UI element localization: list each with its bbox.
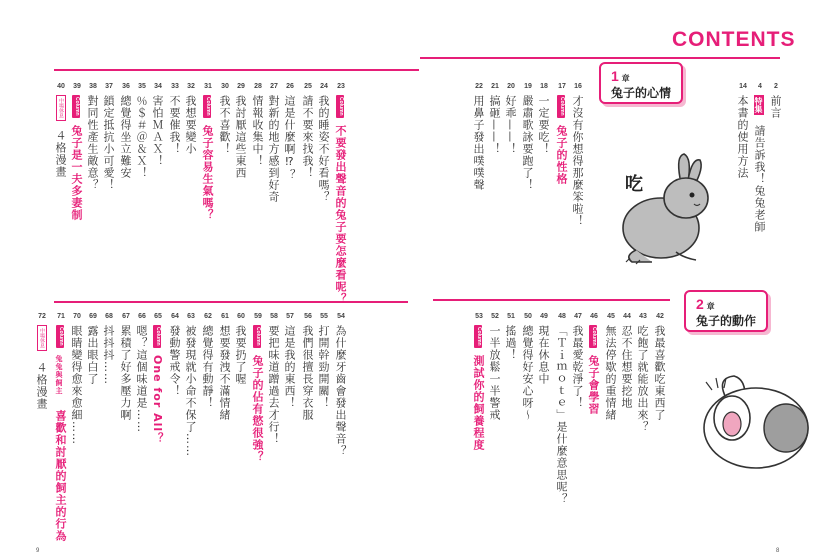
- toc-num: 68: [105, 313, 113, 320]
- toc-num: 38: [89, 83, 97, 90]
- toc-entry[interactable]: 不要發出聲音的兔子要怎麼看呢？: [334, 125, 347, 305]
- toc-num: 32: [187, 83, 195, 90]
- toc-entry[interactable]: 露出眼白了: [86, 325, 99, 385]
- toc-entry[interactable]: 「Ｔｉｍｏｔｅ」是什麼意思呢？: [555, 325, 568, 505]
- toc-num: 2: [774, 83, 778, 90]
- toc-num: 66: [138, 313, 146, 320]
- header-rule-mid-left: [54, 301, 408, 303]
- toc-num: 43: [639, 313, 647, 320]
- toc-entry[interactable]: 喜歡和討厭的飼主的行為: [54, 410, 67, 542]
- toc-entry[interactable]: 現在休息中: [537, 325, 550, 385]
- toc-entry[interactable]: One for All？: [151, 355, 164, 445]
- toc-entry[interactable]: 搞砸——！: [488, 95, 501, 155]
- toc-num: 51: [507, 313, 515, 320]
- toc-entry[interactable]: 我想要變小: [184, 95, 197, 155]
- toc-num: 48: [558, 313, 566, 320]
- toc-entry[interactable]: 一半放鬆一半警戒: [488, 325, 501, 421]
- toc-entry[interactable]: 吃飽了就能放出來？: [636, 325, 649, 433]
- toc-num: 52: [491, 313, 499, 320]
- toc-entry[interactable]: ％＄＃＠＆Ｘ！: [135, 95, 148, 179]
- toc-entry[interactable]: 嚴肅歌詠要跑了！: [521, 95, 534, 191]
- toc-entry[interactable]: 請告訴我！兔兔老師: [753, 125, 766, 233]
- toc-entry[interactable]: 打開幹勁開關！: [317, 325, 330, 409]
- toc-entry[interactable]: 一定要吃！: [537, 95, 550, 155]
- toc-entry[interactable]: ４格漫畫: [35, 362, 48, 410]
- toc-entry[interactable]: 發動警戒令！: [168, 325, 181, 397]
- toc-entry[interactable]: 無法停歇的重情緒: [604, 325, 617, 421]
- special-badge: 中場休息: [56, 95, 66, 121]
- toc-num: 14: [739, 83, 747, 90]
- rabbit-yawning-illustration: [686, 368, 813, 478]
- toc-num: 29: [237, 83, 245, 90]
- page-number-left: 9: [36, 548, 40, 554]
- toc-num: 22: [475, 83, 483, 90]
- toc-entry[interactable]: 這是什麼啊⁉？: [283, 95, 296, 181]
- toc-num: 25: [304, 83, 312, 90]
- toc-entry[interactable]: 我們很擅長穿衣服: [301, 325, 314, 421]
- toc-entry[interactable]: 前言: [769, 95, 782, 119]
- column-badge: Column: [155, 327, 161, 346]
- toc-num: 47: [574, 313, 582, 320]
- contents-title: CONTENTS: [672, 28, 796, 51]
- toc-num: 60: [237, 313, 245, 320]
- chapter-1-label: 章: [621, 74, 630, 83]
- toc-entry[interactable]: 搖過！: [504, 325, 517, 361]
- toc-num: 23: [337, 83, 345, 90]
- toc-num: 24: [320, 83, 328, 90]
- toc-entry[interactable]: 總覺得好安心呀～: [521, 325, 534, 421]
- toc-entry[interactable]: 嗯？這個味道是……: [135, 325, 148, 433]
- toc-num: 46: [590, 313, 598, 320]
- toc-num: 45: [607, 313, 615, 320]
- toc-entry[interactable]: 測試你的飼養程度: [472, 355, 485, 451]
- toc-entry[interactable]: 累積了好多壓力啊: [119, 325, 132, 421]
- toc-entry[interactable]: 我最喜歡吃東西了: [653, 325, 666, 421]
- toc-num: 26: [286, 83, 294, 90]
- toc-entry[interactable]: 用鼻子發出噗噗聲: [472, 95, 485, 191]
- toc-num: 19: [524, 83, 532, 90]
- toc-num: 37: [105, 83, 113, 90]
- toc-entry[interactable]: 兔子的佔有慾很強？: [251, 355, 264, 463]
- toc-entry[interactable]: 情報收集中！: [251, 95, 264, 167]
- toc-num: 17: [558, 83, 566, 90]
- toc-num: 67: [122, 313, 130, 320]
- toc-num: 39: [73, 83, 81, 90]
- toc-num: 21: [491, 83, 499, 90]
- toc-entry[interactable]: 我討厭這些東西: [234, 95, 247, 179]
- toc-entry[interactable]: 不要催我！: [168, 95, 181, 155]
- chapter-1-number: 1: [611, 68, 619, 84]
- toc-entry[interactable]: 對同性產生敵意？: [86, 95, 99, 191]
- toc-num: 69: [89, 313, 97, 320]
- toc-entry[interactable]: 這是我的東西！: [283, 325, 296, 409]
- header-rule-left: [54, 69, 419, 71]
- toc-num: 57: [286, 313, 294, 320]
- column-badge: Column: [205, 97, 211, 116]
- column-badge: Column: [58, 327, 64, 346]
- chapter-2-number: 2: [696, 296, 704, 312]
- toc-num: 49: [540, 313, 548, 320]
- chapter-1-box: [599, 62, 683, 104]
- toc-entry[interactable]: 忍不住想要挖地: [620, 325, 633, 409]
- sound-effect-label: 吃: [625, 174, 643, 195]
- toc-num: 34: [154, 83, 162, 90]
- toc-entry[interactable]: 鎖定抵抗小可愛！: [102, 95, 115, 191]
- toc-num: 20: [507, 83, 515, 90]
- toc-num: 40: [57, 83, 65, 90]
- toc-num: 36: [122, 83, 130, 90]
- toc-entry[interactable]: 兔子會學習: [587, 355, 600, 415]
- toc-num: 64: [171, 313, 179, 320]
- chapter-2-box: [684, 290, 768, 332]
- column-badge: Column: [74, 97, 80, 116]
- toc-num: 4: [758, 83, 762, 90]
- toc-entry[interactable]: 對新的地方感到好奇: [267, 95, 280, 203]
- toc-num: 50: [524, 313, 532, 320]
- toc-entry[interactable]: 總覺得有動靜！: [201, 325, 214, 409]
- toc-entry[interactable]: 兔子是一夫多妻制: [70, 125, 83, 221]
- toc-entry-prefix: 兔兔與飼主: [55, 355, 63, 395]
- toc-entry[interactable]: 兔子容易生氣嗎？: [201, 125, 214, 221]
- toc-num: 33: [171, 83, 179, 90]
- toc-num: 55: [320, 313, 328, 320]
- toc-num: 59: [254, 313, 262, 320]
- rabbit-sitting-illustration: [606, 150, 716, 270]
- toc-entry[interactable]: 我不喜歡！: [218, 95, 231, 155]
- special-badge: 特集: [754, 97, 763, 113]
- toc-num: 56: [304, 313, 312, 320]
- column-badge: Column: [255, 327, 261, 346]
- chapter-2-title: 兔子的動作: [696, 314, 757, 328]
- special-badge: 中場休息: [37, 325, 47, 351]
- toc-entry[interactable]: 總覺得坐立難安: [119, 95, 132, 179]
- toc-num: 63: [187, 313, 195, 320]
- toc-num: 53: [475, 313, 483, 320]
- header-rule-mid-right: [433, 299, 670, 301]
- toc-entry[interactable]: 我要扔了喔: [234, 325, 247, 385]
- toc-entry[interactable]: 好乖——！: [504, 95, 517, 155]
- toc-entry[interactable]: 為什麼牙齒會發出聲音？: [334, 325, 347, 457]
- toc-num: 16: [574, 83, 582, 90]
- toc-num: 27: [270, 83, 278, 90]
- column-badge: Column: [338, 97, 344, 116]
- toc-num: 58: [270, 313, 278, 320]
- page-number-right: 8: [776, 548, 780, 554]
- toc-num: 18: [540, 83, 548, 90]
- toc-entry[interactable]: 被發現就小命不保了……: [184, 325, 197, 457]
- toc-num: 71: [57, 313, 65, 320]
- toc-entry[interactable]: 兔子的性格: [555, 125, 568, 185]
- toc-entry[interactable]: 本書的使用方法: [736, 95, 749, 179]
- toc-entry[interactable]: 眼睛變得愈來愈細……: [70, 325, 83, 445]
- toc-entry[interactable]: 我最愛乾淨了！: [571, 325, 584, 409]
- column-badge: Column: [559, 97, 565, 116]
- toc-num: 72: [38, 313, 46, 320]
- column-badge: Column: [476, 327, 482, 346]
- toc-num: 65: [154, 313, 162, 320]
- toc-num: 44: [623, 313, 631, 320]
- header-rule-right: [420, 57, 780, 59]
- toc-num: 70: [73, 313, 81, 320]
- toc-num: 62: [204, 313, 212, 320]
- toc-num: 28: [254, 83, 262, 90]
- toc-entry[interactable]: 我的睡姿不好看嗎？: [317, 95, 330, 203]
- toc-num: 35: [138, 83, 146, 90]
- toc-entry[interactable]: 請不要來找我！: [301, 95, 314, 179]
- toc-num: 54: [337, 313, 345, 320]
- column-badge: Column: [591, 327, 597, 346]
- toc-entry[interactable]: 想要發洩不滿情緒: [218, 325, 231, 421]
- toc-num: 30: [221, 83, 229, 90]
- toc-num: 42: [656, 313, 664, 320]
- chapter-2-label: 章: [706, 302, 715, 311]
- toc-num: 31: [204, 83, 212, 90]
- toc-entry[interactable]: 抖抖抖……: [102, 325, 115, 385]
- toc-entry[interactable]: 要把味道蹭過去才行！: [267, 325, 280, 445]
- toc-num: 61: [221, 313, 229, 320]
- chapter-1-title: 兔子的心情: [611, 86, 672, 100]
- toc-entry[interactable]: ４格漫畫: [54, 130, 67, 178]
- toc-entry[interactable]: 才沒有你想得那麼笨啦！: [571, 95, 584, 227]
- toc-entry[interactable]: 害怕ＭＡＸ！: [151, 95, 164, 167]
